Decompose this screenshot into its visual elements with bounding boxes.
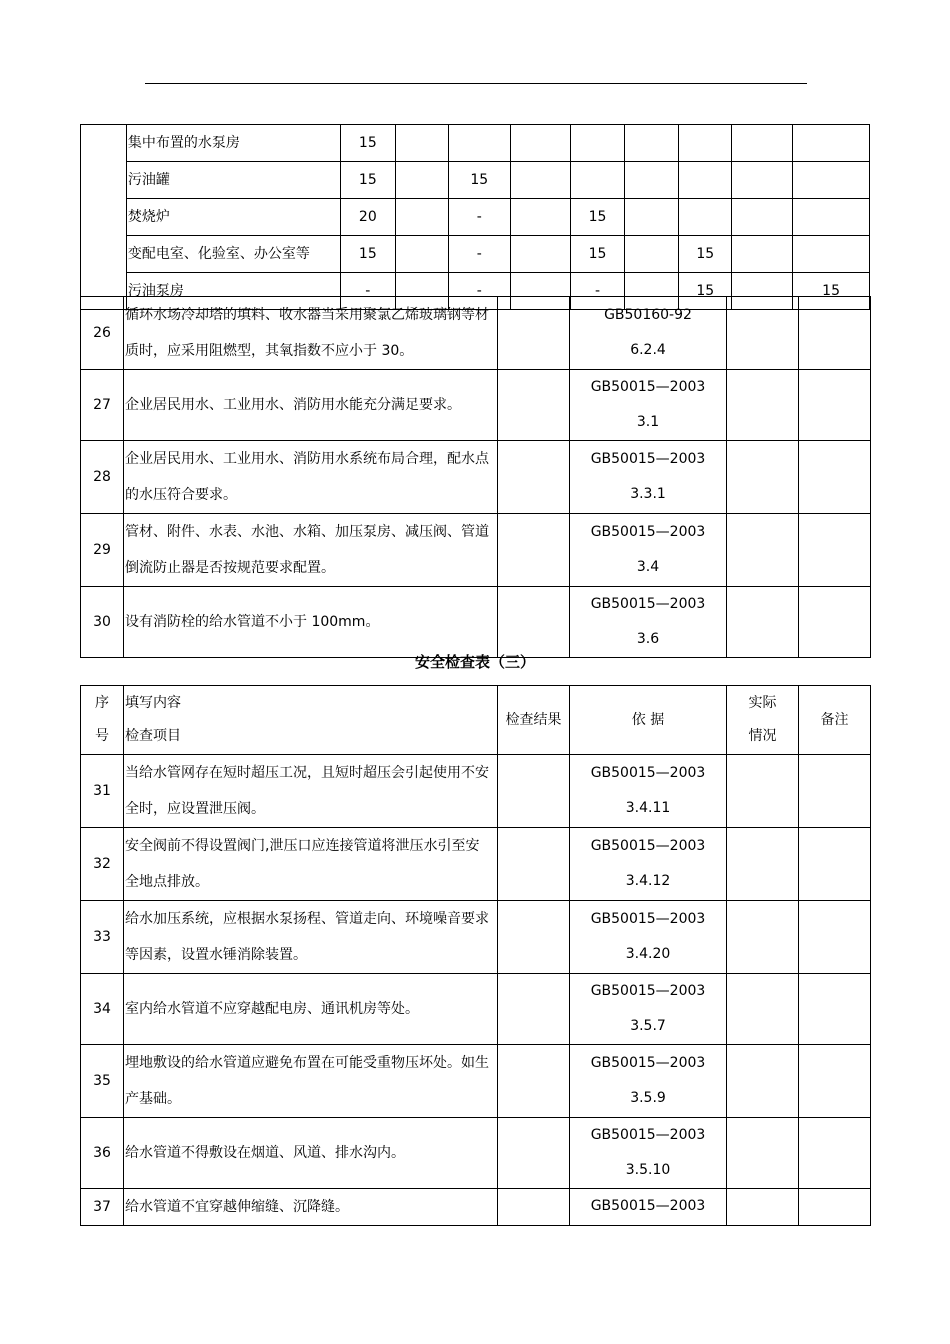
basis-cell (570, 974, 727, 1045)
actual-cell (727, 1045, 799, 1118)
value-cell: 15 (341, 236, 395, 273)
row-content (124, 370, 498, 441)
basis-line: 3.4.20 (625, 946, 671, 962)
content-line: 企业居民用水、工业用水、消防用水能充分满足要求。 (125, 397, 461, 413)
row-content (124, 974, 498, 1045)
value-cell (510, 199, 571, 236)
value-cell (732, 125, 793, 162)
check-result-cell (498, 901, 570, 974)
basis-cell (570, 901, 727, 974)
table-row (81, 901, 871, 974)
basis-cell (570, 828, 727, 901)
value-cell (732, 162, 793, 199)
actual-cell (727, 370, 799, 441)
value-cell: 20 (341, 199, 395, 236)
value-cell: 15 (571, 199, 624, 236)
content-line: 倒流防止器是否按规范要求配置。 (125, 560, 335, 576)
content-line: 安全阀前不得设置阀门,泄压口应连接管道将泄压水引至安 (125, 838, 480, 854)
table-row (81, 236, 870, 273)
basis-cell (570, 370, 727, 441)
remark-cell (799, 441, 871, 514)
row-label: 焚烧炉 (126, 199, 340, 236)
check-result-cell (498, 514, 570, 587)
value-cell (624, 162, 678, 199)
actual-cell (727, 755, 799, 828)
value-cell (510, 125, 571, 162)
row-number: 31 (81, 755, 124, 828)
table-row (81, 125, 870, 162)
header-actual: 实际 情况 (727, 686, 799, 755)
basis-cell (570, 1118, 727, 1189)
row-label: 污油罐 (126, 162, 340, 199)
actual-cell (727, 587, 799, 658)
content-line: 企业居民用水、工业用水、消防用水系统布局合理，配水点 (125, 451, 489, 467)
content-line: 给水管道不得敷设在烟道、风道、排水沟内。 (125, 1145, 405, 1161)
row-content (124, 1118, 498, 1189)
value-cell (624, 199, 678, 236)
content-line: 全地点排放。 (125, 874, 209, 890)
check-result-cell (498, 441, 570, 514)
basis-cell (570, 587, 727, 658)
actual-cell (727, 514, 799, 587)
table-row (81, 441, 871, 514)
remark-cell (799, 974, 871, 1045)
value-cell (793, 199, 870, 236)
basis-cell (570, 514, 727, 587)
table-row (81, 162, 870, 199)
basis-line: 3.5.9 (630, 1090, 666, 1106)
check-result-cell (498, 1189, 570, 1226)
remark-cell (799, 1045, 871, 1118)
content-line: 给水加压系统，应根据水泵扬程、管道走向、环境噪音要求 (125, 911, 489, 927)
row-number: 32 (81, 828, 124, 901)
content-line: 质时，应采用阻燃型，其氧指数不应小于 30。 (125, 343, 414, 359)
basis-cell (570, 1045, 727, 1118)
header-remark: 备注 (799, 686, 871, 755)
group-num-cell (81, 125, 127, 310)
header-num: 序 号 (81, 686, 124, 755)
safety-table-3 (80, 685, 871, 1226)
safety-table-continued-rows (80, 296, 871, 658)
basis-cell (570, 441, 727, 514)
value-cell: 15 (571, 236, 624, 273)
actual-cell (727, 441, 799, 514)
basis-line: 3.4 (636, 559, 660, 575)
value-cell: 15 (793, 273, 870, 310)
basis-cell (570, 1189, 727, 1226)
remark-cell (799, 297, 871, 370)
basis-line: 6.2.4 (630, 342, 666, 358)
value-cell: 15 (448, 162, 510, 199)
remark-cell (799, 370, 871, 441)
row-number: 28 (81, 441, 124, 514)
basis-line: GB50015—2003 (590, 451, 706, 467)
basis-line: GB50015—2003 (590, 1198, 706, 1214)
value-cell (395, 199, 448, 236)
value-cell: 15 (341, 125, 395, 162)
row-number: 34 (81, 974, 124, 1045)
row-content (124, 755, 498, 828)
row-label: 集中布置的水泵房 (126, 125, 340, 162)
basis-line: 3.1 (636, 414, 660, 430)
check-result-cell (498, 755, 570, 828)
basis-line: 3.3.1 (630, 486, 666, 502)
row-content (124, 828, 498, 901)
value-cell (793, 125, 870, 162)
row-number: 33 (81, 901, 124, 974)
row-number: 29 (81, 514, 124, 587)
actual-cell (727, 901, 799, 974)
table-row (81, 1045, 871, 1118)
value-cell (624, 236, 678, 273)
value-cell: 15 (679, 236, 732, 273)
basis-line: GB50015—2003 (590, 1055, 706, 1071)
value-cell (571, 125, 624, 162)
table-row (81, 1118, 871, 1189)
check-result-cell (498, 370, 570, 441)
value-cell: - (448, 199, 510, 236)
basis-line: GB50015—2003 (590, 524, 706, 540)
check-result-cell (498, 974, 570, 1045)
value-cell: - (448, 273, 510, 310)
check-result-cell (498, 1118, 570, 1189)
content-line: 的水压符合要求。 (125, 487, 237, 503)
header-rule (145, 83, 807, 84)
value-cell: - (341, 273, 395, 310)
row-content (124, 441, 498, 514)
check-result-cell (498, 587, 570, 658)
table-row (81, 974, 871, 1045)
content-line: 室内给水管道不应穿越配电房、通讯机房等处。 (125, 1001, 419, 1017)
row-number: 27 (81, 370, 124, 441)
table-row (81, 514, 871, 587)
basis-line: GB50015—2003 (590, 1127, 706, 1143)
basis-line: GB50160-92 (604, 307, 692, 323)
safety-table-continued (80, 124, 870, 310)
table-row (81, 828, 871, 901)
check-result-cell (498, 828, 570, 901)
basis-line: 3.4.12 (625, 873, 671, 889)
value-cell (448, 125, 510, 162)
actual-cell (727, 297, 799, 370)
table-row (81, 755, 871, 828)
basis-line: GB50015—2003 (590, 596, 706, 612)
row-number: 26 (81, 297, 124, 370)
basis-cell (570, 297, 727, 370)
table-row (81, 587, 871, 658)
row-content (124, 587, 498, 658)
remark-cell (799, 901, 871, 974)
value-cell: - (448, 236, 510, 273)
value-cell (732, 236, 793, 273)
value-cell (793, 162, 870, 199)
basis-line: GB50015—2003 (590, 765, 706, 781)
row-number: 35 (81, 1045, 124, 1118)
row-number: 36 (81, 1118, 124, 1189)
value-cell (793, 236, 870, 273)
row-number: 37 (81, 1189, 124, 1226)
actual-cell (727, 1118, 799, 1189)
remark-cell (799, 514, 871, 587)
basis-line: GB50015—2003 (590, 911, 706, 927)
value-cell (510, 236, 571, 273)
basis-cell (570, 755, 727, 828)
value-cell (510, 162, 571, 199)
remark-cell (799, 1118, 871, 1189)
actual-cell (727, 1189, 799, 1226)
content-line: 全时，应设置泄压阀。 (125, 801, 265, 817)
basis-line: 3.6 (636, 631, 660, 647)
content-line: 给水管道不宜穿越伸缩缝、沉降缝。 (125, 1199, 349, 1215)
basis-line: GB50015—2003 (590, 838, 706, 854)
value-cell (395, 125, 448, 162)
check-result-cell (498, 1045, 570, 1118)
table-title: 安全检查表（三） (414, 653, 535, 671)
content-line: 产基础。 (125, 1091, 181, 1107)
content-line: 当给水管网存在短时超压工况，且短时超压会引起使用不安 (125, 765, 489, 781)
value-cell (732, 199, 793, 236)
remark-cell (799, 1189, 871, 1226)
value-cell: 15 (679, 273, 732, 310)
content-line: 设有消防栓的给水管道不小于 100mm。 (125, 614, 380, 630)
row-content (124, 1045, 498, 1118)
actual-cell (727, 974, 799, 1045)
content-line: 管材、附件、水表、水池、水箱、加压泵房、减压阀、管道 (125, 524, 489, 540)
basis-line: GB50015—2003 (590, 379, 706, 395)
basis-line: 3.5.10 (625, 1162, 671, 1178)
row-content (124, 297, 498, 370)
remark-cell (799, 587, 871, 658)
table-row (81, 370, 871, 441)
value-cell (395, 236, 448, 273)
table-row (81, 199, 870, 236)
basis-line: GB50015—2003 (590, 983, 706, 999)
table-row (81, 297, 871, 370)
value-cell (624, 125, 678, 162)
row-label: 污油泵房 (126, 273, 340, 310)
row-content (124, 901, 498, 974)
content-line: 循环水场冷却塔的填料、收水器当采用聚氯乙烯玻璃钢等材 (125, 307, 489, 323)
basis-line: 3.5.7 (630, 1018, 666, 1034)
remark-cell (799, 828, 871, 901)
row-content (124, 514, 498, 587)
value-cell: 15 (341, 162, 395, 199)
remark-cell (799, 755, 871, 828)
row-number: 30 (81, 587, 124, 658)
row-label: 变配电室、化验室、办公室等 (126, 236, 340, 273)
value-cell (679, 199, 732, 236)
value-cell (571, 162, 624, 199)
value-cell (679, 125, 732, 162)
header-basis: 依 据 (570, 686, 727, 755)
value-cell (395, 162, 448, 199)
header-result: 检查结果 (498, 686, 570, 755)
content-line: 等因素，设置水锤消除装置。 (125, 947, 307, 963)
row-content (124, 1189, 498, 1226)
value-cell (679, 162, 732, 199)
content-line: 埋地敷设的给水管道应避免布置在可能受重物压坏处。如生 (125, 1055, 489, 1071)
table-row (81, 1189, 871, 1226)
table-header-row (81, 686, 871, 755)
actual-cell (727, 828, 799, 901)
header-content: 填写内容 检查项目 (124, 686, 498, 755)
check-result-cell (498, 297, 570, 370)
value-cell: - (571, 273, 624, 310)
basis-line: 3.4.11 (625, 800, 671, 816)
